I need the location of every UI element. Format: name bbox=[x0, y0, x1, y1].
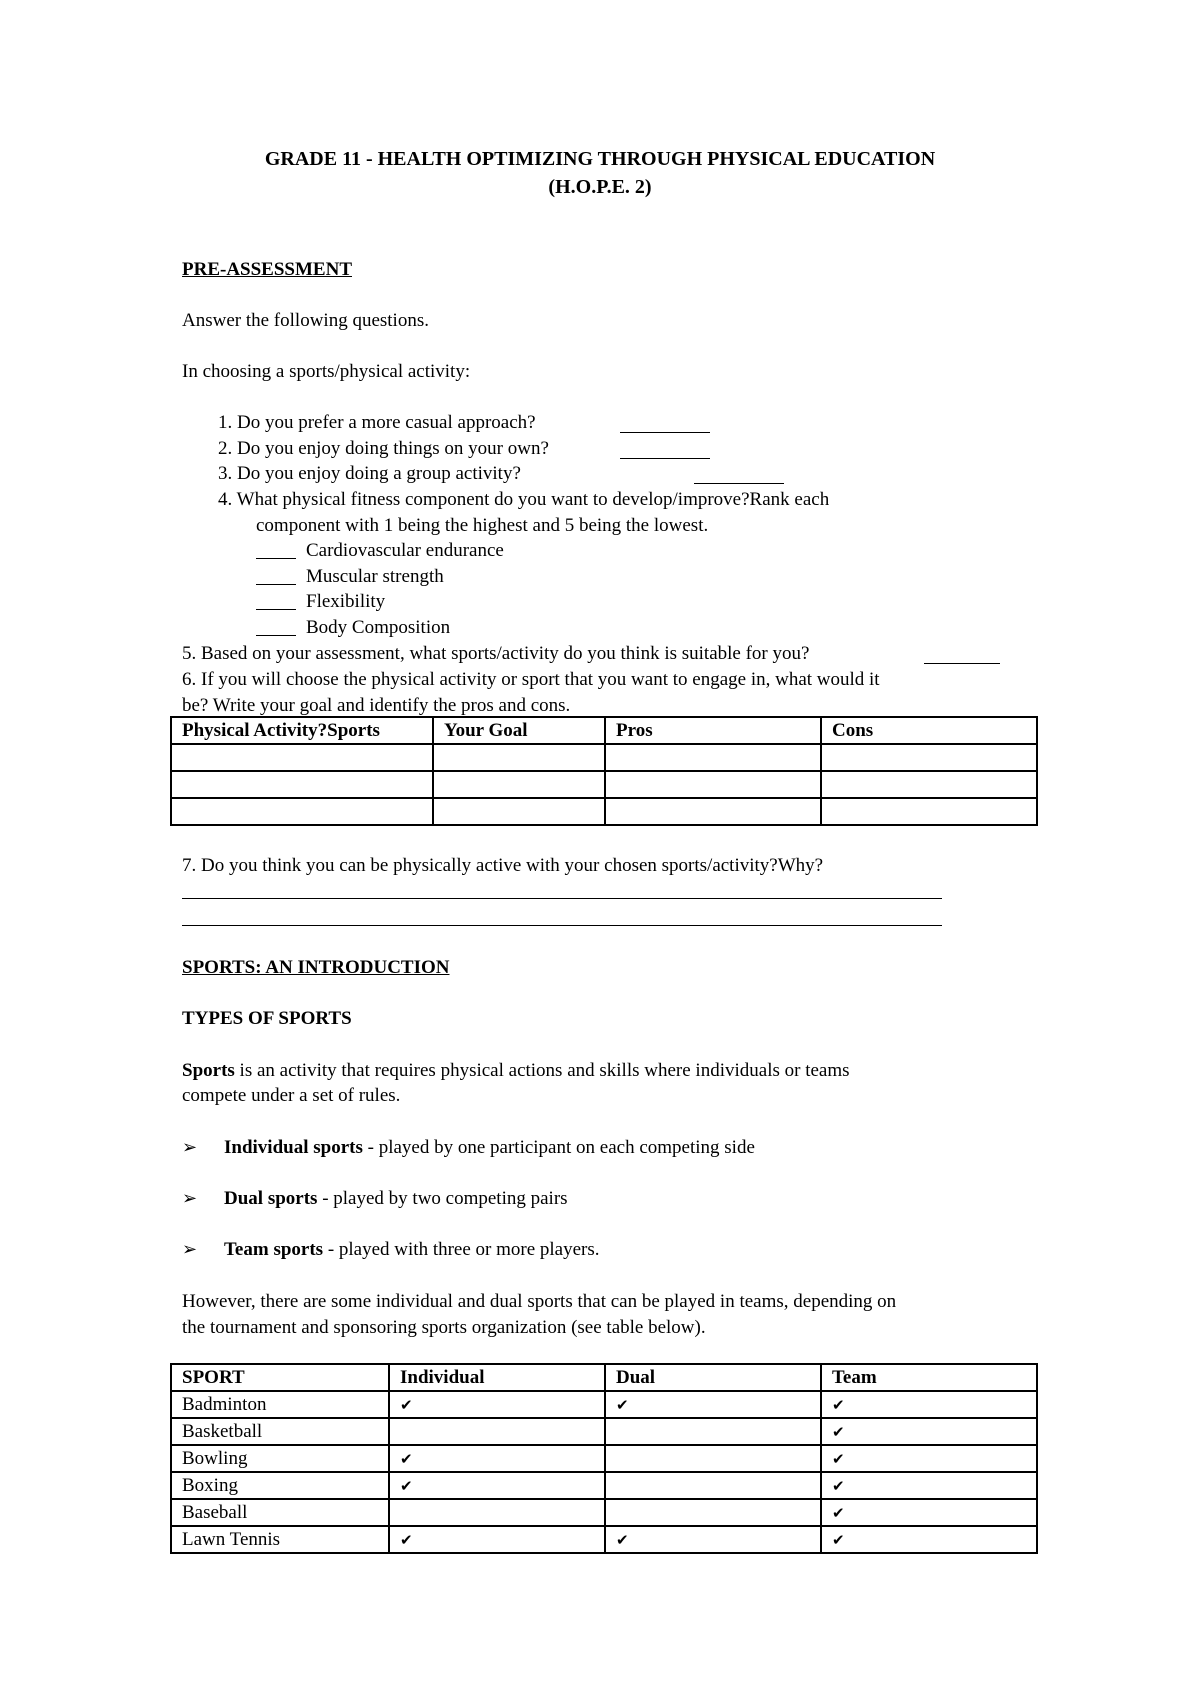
sports-definition-line2: compete under a set of rules. bbox=[182, 1085, 401, 1106]
arrow-bullet-icon: ➢ bbox=[182, 1188, 198, 1209]
check-cell-individual bbox=[389, 1391, 605, 1418]
table-cell[interactable] bbox=[171, 744, 433, 771]
table-cell[interactable] bbox=[605, 771, 821, 798]
checkmark-icon: ✔ bbox=[616, 1395, 629, 1414]
sport-type-term: Dual sports bbox=[224, 1188, 318, 1209]
check-cell-individual bbox=[389, 1445, 605, 1472]
answer-line[interactable] bbox=[182, 925, 942, 926]
question-2: 2. Do you enjoy doing things on your own? bbox=[218, 438, 549, 459]
check-cell-individual bbox=[389, 1472, 605, 1499]
component-item: Cardiovascular endurance bbox=[306, 540, 504, 561]
arrow-bullet-icon: ➢ bbox=[182, 1137, 198, 1158]
check-cell-individual bbox=[389, 1499, 605, 1526]
question-5: 5. Based on your assessment, what sports/activity do you think is suitable for you? bbox=[182, 643, 810, 664]
question-3: 3. Do you enjoy doing a group activity? bbox=[218, 463, 521, 484]
check-cell-dual bbox=[605, 1445, 821, 1472]
check-cell-team bbox=[821, 1418, 1037, 1445]
check-cell-dual bbox=[605, 1391, 821, 1418]
check-cell-team bbox=[821, 1391, 1037, 1418]
component-item: Muscular strength bbox=[306, 566, 444, 587]
sport-type-desc: - played with three or more players. bbox=[323, 1239, 600, 1260]
rank-blank[interactable] bbox=[256, 617, 296, 636]
table-cell[interactable] bbox=[821, 798, 1037, 825]
check-cell-dual bbox=[605, 1499, 821, 1526]
checkmark-icon: ✔ bbox=[832, 1395, 845, 1414]
table-row bbox=[171, 1445, 1037, 1472]
sport-type-item bbox=[224, 1237, 600, 1263]
instruction-text: Answer the following questions. bbox=[182, 310, 429, 331]
sport-name-cell: Badminton bbox=[171, 1391, 389, 1418]
table-header-cell: Cons bbox=[821, 717, 1037, 744]
sport-type-item bbox=[224, 1186, 568, 1212]
table-header-cell: Dual bbox=[605, 1364, 821, 1391]
table-row bbox=[171, 744, 1037, 771]
component-item: Flexibility bbox=[306, 591, 386, 612]
rank-blank[interactable] bbox=[256, 591, 296, 610]
checkmark-icon: ✔ bbox=[832, 1476, 845, 1495]
checkmark-icon: ✔ bbox=[832, 1422, 845, 1441]
answer-blank-3[interactable] bbox=[694, 465, 784, 484]
check-cell-team bbox=[821, 1445, 1037, 1472]
sport-name-cell: Basketball bbox=[171, 1418, 389, 1445]
table-header-cell: SPORT bbox=[171, 1364, 389, 1391]
question-6-line1: 6. If you will choose the physical activity or sport that you want to engage in, what would it bbox=[182, 669, 880, 690]
table-cell[interactable] bbox=[433, 744, 605, 771]
sport-name-cell: Bowling bbox=[171, 1445, 389, 1472]
sport-type-desc: - played by one participant on each competing side bbox=[362, 1137, 755, 1158]
table-header-row bbox=[171, 717, 1037, 744]
question-6-line2: be? Write your goal and identify the pros and cons. bbox=[182, 695, 571, 716]
question-4-line1: 4. What physical fitness component do you want to develop/improve?Rank each bbox=[218, 489, 830, 510]
table-row bbox=[171, 1526, 1037, 1553]
checkmark-icon: ✔ bbox=[832, 1530, 845, 1549]
table-row bbox=[171, 1472, 1037, 1499]
check-cell-team bbox=[821, 1526, 1037, 1553]
question-1: 1. Do you prefer a more casual approach? bbox=[218, 412, 536, 433]
sport-type-desc: - played by two competing pairs bbox=[317, 1188, 568, 1209]
checkmark-icon: ✔ bbox=[832, 1449, 845, 1468]
sports-definition-line1 bbox=[182, 1058, 850, 1084]
checkmark-icon: ✔ bbox=[832, 1503, 845, 1522]
checkmark-icon: ✔ bbox=[400, 1449, 413, 1468]
check-cell-individual bbox=[389, 1418, 605, 1445]
question-4-line2: component with 1 being the highest and 5 being the lowest. bbox=[256, 515, 709, 536]
table-row bbox=[171, 798, 1037, 825]
sport-name-cell: Lawn Tennis bbox=[171, 1526, 389, 1553]
answer-blank-2[interactable] bbox=[620, 440, 710, 459]
check-cell-team bbox=[821, 1499, 1037, 1526]
types-of-sports-heading: TYPES OF SPORTS bbox=[182, 1008, 352, 1029]
note-line2: the tournament and sponsoring sports organization (see table below). bbox=[182, 1317, 706, 1338]
rank-blank[interactable] bbox=[256, 540, 296, 559]
table-header-row bbox=[171, 1364, 1037, 1391]
checkmark-icon: ✔ bbox=[400, 1530, 413, 1549]
sport-name-cell: Boxing bbox=[171, 1472, 389, 1499]
table-row bbox=[171, 1418, 1037, 1445]
question-7: 7. Do you think you can be physically active with your chosen sports/activity?Why? bbox=[182, 855, 824, 876]
table-cell[interactable] bbox=[605, 744, 821, 771]
table-cell[interactable] bbox=[821, 771, 1037, 798]
check-cell-dual bbox=[605, 1418, 821, 1445]
table-cell[interactable] bbox=[605, 798, 821, 825]
document-title: GRADE 11 - HEALTH OPTIMIZING THROUGH PHYSICAL EDUCATION bbox=[264, 148, 936, 170]
table-header-cell: Pros bbox=[605, 717, 821, 744]
table-cell[interactable] bbox=[171, 771, 433, 798]
table-header-cell: Individual bbox=[389, 1364, 605, 1391]
sport-name-cell: Baseball bbox=[171, 1499, 389, 1526]
sports-table bbox=[170, 1363, 1038, 1554]
sport-type-term: Individual sports bbox=[224, 1137, 363, 1158]
answer-blank-1[interactable] bbox=[620, 414, 710, 433]
table-cell[interactable] bbox=[433, 798, 605, 825]
goal-table bbox=[170, 716, 1038, 826]
answer-line[interactable] bbox=[182, 898, 942, 899]
table-row bbox=[171, 1499, 1037, 1526]
checkmark-icon: ✔ bbox=[616, 1530, 629, 1549]
table-header-cell: Team bbox=[821, 1364, 1037, 1391]
table-header-cell: Your Goal bbox=[433, 717, 605, 744]
sports-intro-heading: SPORTS: AN INTRODUCTION bbox=[182, 957, 450, 978]
table-header-cell: Physical Activity?Sports bbox=[171, 717, 433, 744]
pre-assessment-heading: PRE-ASSESSMENT bbox=[182, 259, 352, 280]
checkmark-icon: ✔ bbox=[400, 1476, 413, 1495]
arrow-bullet-icon: ➢ bbox=[182, 1239, 198, 1260]
sport-type-term: Team sports bbox=[224, 1239, 324, 1260]
check-cell-dual bbox=[605, 1472, 821, 1499]
table-cell[interactable] bbox=[171, 798, 433, 825]
answer-blank-5[interactable] bbox=[924, 645, 1000, 664]
note-line1: However, there are some individual and dual sports that can be played in teams, depending on bbox=[182, 1291, 897, 1312]
rank-blank[interactable] bbox=[256, 566, 296, 585]
sport-type-item bbox=[224, 1135, 755, 1161]
table-row bbox=[171, 1391, 1037, 1418]
document-subtitle: (H.O.P.E. 2) bbox=[548, 176, 652, 198]
definition-text: is an activity that requires physical actions and skills where individuals or teams bbox=[234, 1060, 850, 1081]
checkmark-icon: ✔ bbox=[400, 1395, 413, 1414]
intro-text: In choosing a sports/physical activity: bbox=[182, 361, 471, 382]
check-cell-team bbox=[821, 1472, 1037, 1499]
table-row bbox=[171, 771, 1037, 798]
definition-term: Sports bbox=[182, 1060, 235, 1081]
table-cell[interactable] bbox=[433, 771, 605, 798]
check-cell-dual bbox=[605, 1526, 821, 1553]
table-cell[interactable] bbox=[821, 744, 1037, 771]
component-item: Body Composition bbox=[306, 617, 451, 638]
check-cell-individual bbox=[389, 1526, 605, 1553]
